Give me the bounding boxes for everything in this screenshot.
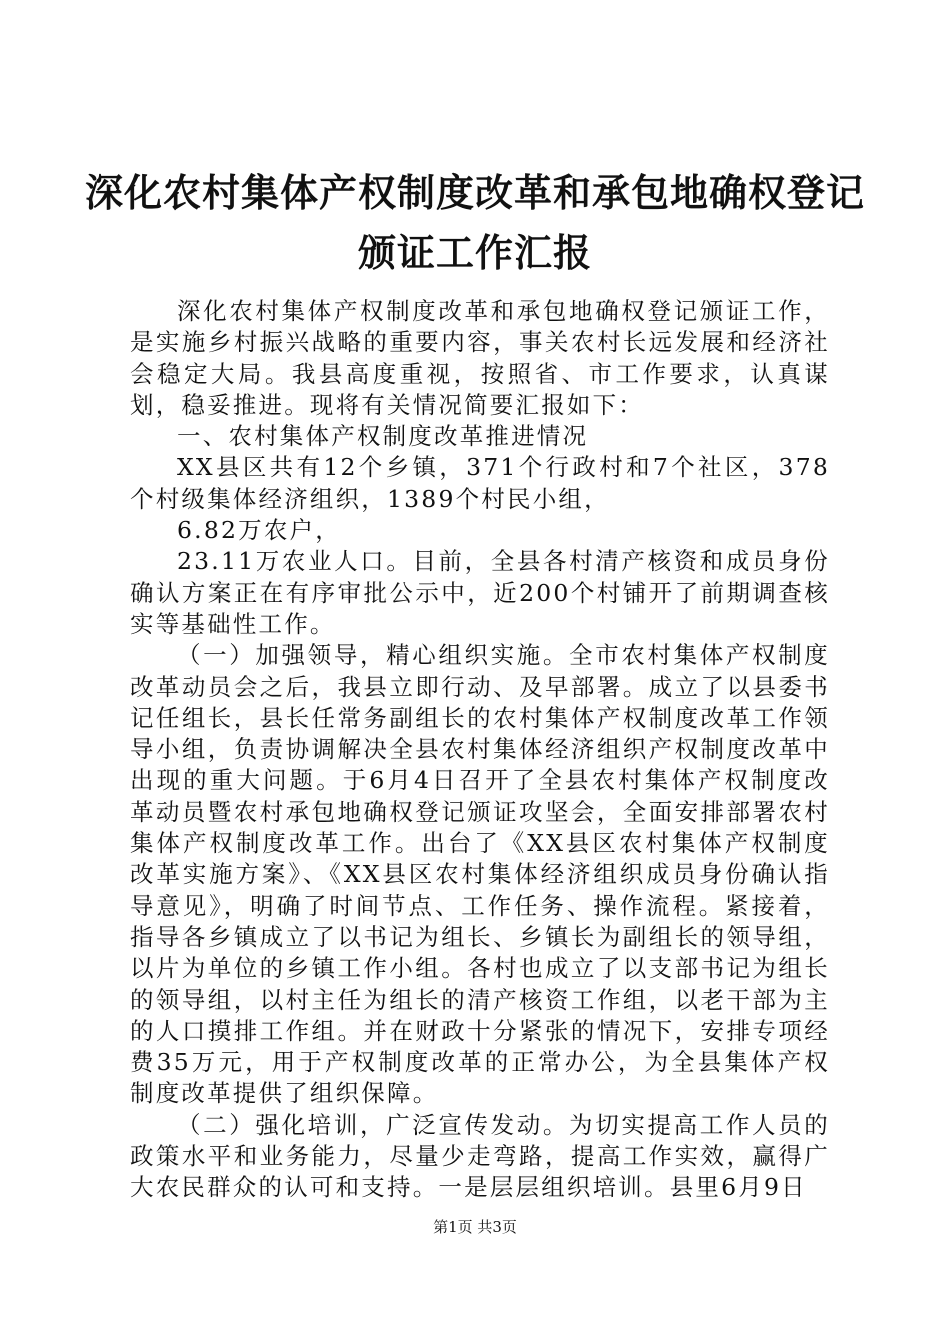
paragraph-training: （二）强化培训，广泛宣传发动。为切实提高工作人员的政策水平和业务能力，尽量少走弯路，提高工作实效，赢得广大农民群众的认可和支持。一是层层组织培训。县里6月9日: [130, 1110, 830, 1202]
paragraph-households: 6.82万农户，: [177, 516, 341, 545]
paragraph-intro: 深化农村集体产权制度改革和承包地确权登记颁证工作，是实施乡村振兴战略的重要内容，事关农村长远发展和经济社会稳定大局。我县高度重视，按照省、市工作要求，认真谋划，稳妥推进。现将有关情况简要汇报如下：: [130, 297, 830, 419]
paragraph-population: 23.11万农业人口。目前，全县各村清产核资和成员身份确认方案正在有序审批公示中，近200个村铺开了前期调查核实等基础性工作。: [130, 547, 830, 638]
paragraph-leadership: （一）加强领导，精心组织实施。全市农村集体产权制度改革动员会之后，我县立即行动、及早部署。成立了以县委书记任组长，县长任常务副组长的农村集体产权制度改革工作领导小组，负责协调解决全县农村集体经济组织产权制度改革中出现的重大问题。于6月4日召开了全县农村集体产权制度改革动员暨农村承包地确权登记颁证攻坚会，全面安排部署农村集体产权制度改革工作。出台了《XX县区农村集体产权制度改革实施方案》、《XX县区农村集体经济组织成员身份确认指导意见》，明确了时间节点、工作任务、操作流程。紧接着，指导各乡镇成立了以书记为组长、乡镇长为副组长的领导组，以片为单位的乡镇工作小组。各村也成立了以支部书记为组长的领导组，以村主任为组长的清产核资工作组，以老干部为主的人口摸排工作组。并在财政十分紧张的情况下，安排专项经费35万元，用于产权制度改革的正常办公，为全县集体产权制度改革提供了组织保障。: [130, 641, 830, 1108]
page-footer: 第1页 共3页: [433, 1218, 517, 1236]
document-title-line-2: 颁证工作汇报: [357, 230, 592, 275]
document-title-line-1: 深化农村集体产权制度改革和承包地确权登记: [84, 170, 865, 215]
section-heading-1: 一、农村集体产权制度改革推进情况: [177, 422, 589, 451]
paragraph-stats: XX县区共有12个乡镇，371个行政村和7个社区，378个村级集体经济组织，1389个村民小组，: [130, 453, 830, 513]
document-body: [130, 296, 830, 1204]
